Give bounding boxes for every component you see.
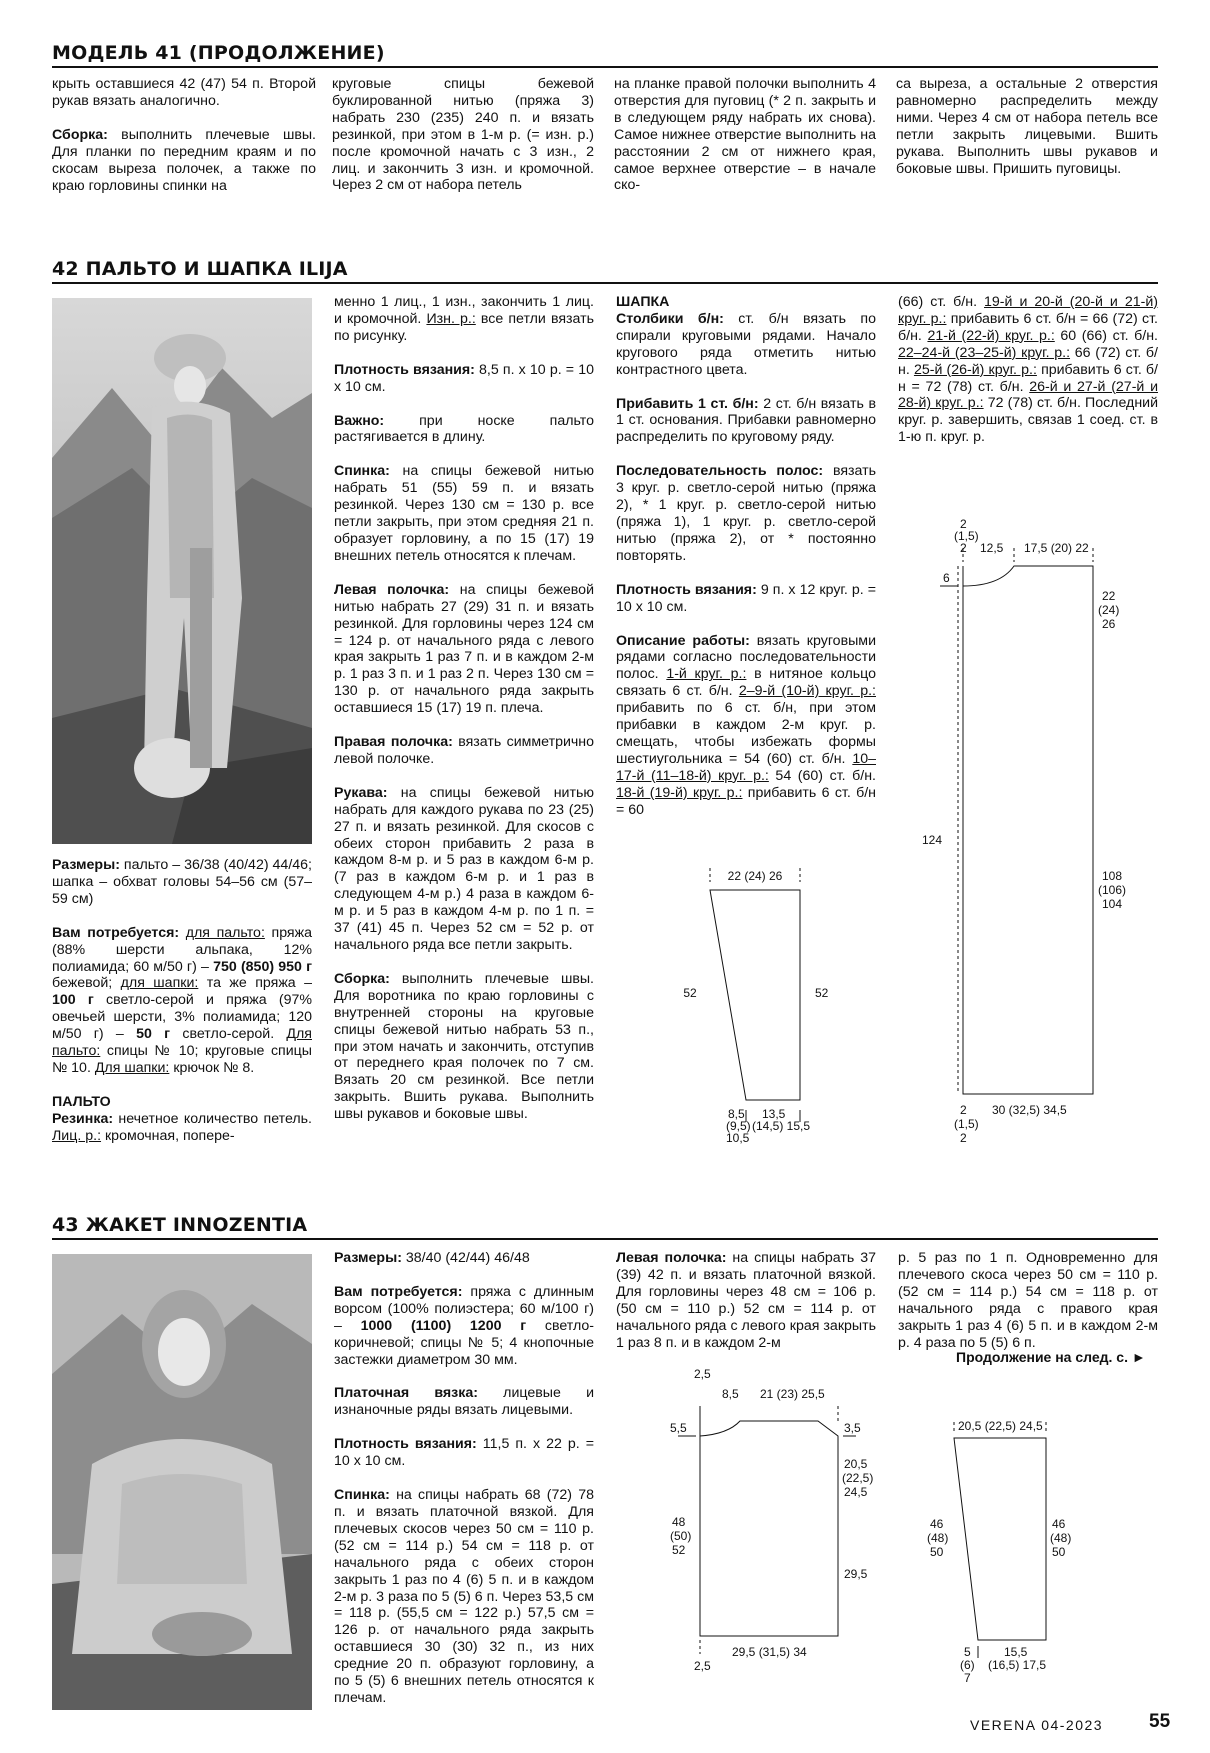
t: вязать круговыми рядами согласно последовательности полос. [616, 632, 876, 683]
u: 26-й и 27-й (27-й и 28-й) круг. р.: [898, 378, 1158, 412]
b: 750 (850) 950 г [213, 958, 312, 975]
label: Левая полочка: [616, 1250, 727, 1266]
t: ст. б/н вязать по спирали круговыми рядами. Начало кругового ряда отметить нитью контрастного цвета. [616, 310, 876, 378]
back-neck-d: 5,5 [670, 1421, 687, 1435]
p [616, 582, 876, 616]
jsleeve-l1: 46 [930, 1517, 944, 1531]
p [334, 582, 594, 717]
p [616, 463, 876, 564]
jsleeve-r1: 46 [1052, 1517, 1066, 1531]
coat-top1: 2 [960, 518, 967, 531]
u: 10–17-й (11–18-й) круг. р.: [616, 750, 876, 784]
jacket-back-diagram [668, 1366, 888, 1686]
t: прибавить 6 ст. б/н = 66 (72) ст. б/н. [898, 310, 1158, 344]
t: вязать симметрично левой полочке. [334, 734, 595, 767]
model43-rule [52, 1238, 1158, 1240]
u: Изн. р.: [426, 310, 476, 327]
t: на спицы набрать 37 (39) 42 п. и вязать платочной вязкой. Для горловины через 48 см = 106 р. (50 см = 110 р.) 52 см = 114 р. от начального ряда с левого края закрыть 1 раз 8 п. и в каждом 2-м [616, 1250, 876, 1351]
model41-col2 [332, 76, 594, 211]
t: нечетное количество петель. [113, 1110, 312, 1127]
t: 8,5 п. x 10 р. = 10 x 10 см. [334, 361, 594, 395]
sleeve-br1: 13,5 [762, 1107, 786, 1121]
back-bot-left: 2,5 [694, 1659, 711, 1673]
model42-materials [52, 925, 312, 1077]
label: Рукава: [334, 784, 388, 801]
jsleeve-top: 20,5 (22,5) 24,5 [958, 1419, 1043, 1433]
p [898, 294, 1158, 446]
t: менно 1 лиц., 1 изн., закончить 1 лиц. и кромочной. [334, 294, 594, 327]
t: кромочная, попере- [101, 1127, 235, 1144]
label: Столбики б/н: [616, 310, 724, 327]
label: Плотность вязания: [334, 1436, 477, 1453]
model41-rule [52, 66, 1158, 68]
model41-col3 [614, 76, 876, 211]
label: Спинка: [334, 463, 390, 480]
u: 19-й и 20-й (20-й и 21-й) круг. р.: [898, 294, 1158, 327]
sleeve-bl1: 8,5 [728, 1107, 745, 1121]
u: 18-й (19-й) круг. р.: [616, 784, 743, 801]
model42-rib [52, 1111, 312, 1145]
jacket-photo [52, 1254, 312, 1710]
label: Плотность вязания: [334, 361, 475, 378]
label: Левая полочка: [334, 581, 450, 598]
jacket-sleeve-diagram [922, 1410, 1082, 1690]
coat-rt1: 22 [1102, 589, 1116, 603]
p [334, 1487, 594, 1707]
back-shoulder-w: 21 (23) 25,5 [760, 1387, 825, 1401]
u: для шапки: [120, 975, 199, 992]
label: Вам потребуется: [52, 924, 180, 941]
jsleeve-br2: (16,5) 17,5 [988, 1658, 1047, 1672]
coat-left-len: 124 [922, 833, 943, 847]
u: 2–9-й (10-й) круг. р.: [738, 683, 876, 700]
back-rm3: 24,5 [844, 1485, 868, 1499]
coat-sleeve-diagram [680, 860, 870, 1150]
t: 38/40 (42/44) 46/48 [401, 1250, 530, 1266]
label: Плотность вязания: [616, 581, 757, 598]
p [334, 1284, 594, 1369]
p [334, 971, 594, 1123]
b: 50 г [136, 1026, 171, 1043]
coat-body-diagram [920, 518, 1150, 1158]
t: все петли вязать по рисунку. [334, 310, 594, 344]
sleeve-right-label: 52 [815, 986, 829, 1000]
p [334, 463, 594, 564]
coat-rt2: (24) [1098, 603, 1120, 617]
u: 21-й (22-й) круг. р.: [927, 327, 1055, 344]
sleeve-left-label: 52 [683, 986, 697, 1000]
model41-col4 [896, 76, 1158, 194]
back-bot-w: 29,5 (31,5) 34 [732, 1645, 807, 1659]
model42-col1 [52, 857, 312, 1162]
p [334, 362, 594, 396]
coat-rl3: 104 [1102, 897, 1123, 911]
jsleeve-bl1: 5 [964, 1645, 971, 1659]
coat-neck-d: 6 [943, 571, 950, 585]
t: (66) ст. б/н. [898, 294, 985, 310]
t [179, 925, 186, 941]
hat-label: ШАПКА [616, 294, 670, 310]
t: крючок № 8. [169, 1059, 255, 1076]
model43-col3 [616, 1250, 876, 1368]
jsleeve-l3: 50 [930, 1545, 944, 1559]
label: Платочная вязка: [334, 1385, 478, 1402]
t: на спицы бежевой нитью набрать 51 (55) 59 п. и вязать резинкой. Через 130 см = 130 р. все петли закрыть, при этом средняя 21 п. образует горловину, а по 15 (17) 19 внешних петель относятся к плечам. [334, 463, 594, 564]
back-rm2: (22,5) [842, 1471, 874, 1485]
t: 11,5 п. x 22 р. = 10 x 10 см. [334, 1436, 594, 1470]
label: Описание работы: [616, 632, 750, 649]
text: пальто – 36/38 (40/42) 44/46; шапка – обхват головы 54–56 см (57–59 см) [52, 857, 312, 907]
p [616, 633, 876, 819]
u: Лиц. р.: [52, 1127, 102, 1144]
model42-sizes [52, 857, 312, 908]
back-ll3: 52 [672, 1543, 686, 1557]
model41-col1-p2 [52, 127, 316, 195]
t: выполнить плечевые швы. Для воротника по краю горловины с внутренней стороны на круговые спицы бежевой нитью набрать 53 п., при этом начать и закончить, отступив от переднего края полочек по 7 см. Вязать 20 см резинкой. Все петли закрыть. Вшить рукава. Выполнить швы рукавов и боковые швы. [334, 970, 594, 1123]
t: на спицы бежевой нитью набрать для каждого рукава по 23 (25) 27 п. и вязать резинкой. Для скосов с обеих сторон прибавить 2 раза в каждом 8-м р. и 5 раз в каждом 6-м р. (7 раз в каждом 6-м р. и 1 раз в следующем 4-м р.) 4 раза в каждом 6-м р. и 5 раз в каждом 4-м р. по 1 п. = 37 (41) 45 п. Через 52 см = 52 р. от начального ряда все петли закрыть. [334, 784, 594, 953]
t: спицы № 10; круговые спицы № 10. [52, 1043, 312, 1076]
b: 1000 (1100) 1200 г [360, 1317, 527, 1334]
coat-bot3: 2 [960, 1131, 967, 1145]
t: в нитяное кольцо связать 6 ст. б/н. [616, 666, 876, 700]
coat-top3: 2 [960, 541, 967, 555]
coat-outline [963, 566, 1093, 1094]
sleeve-bl2: (9,5) [726, 1119, 751, 1133]
jsleeve-bl2: (6) [960, 1658, 975, 1672]
u: 25-й (26-й) круг. р.: [913, 361, 1037, 378]
model42-col2 [334, 294, 594, 1140]
p [334, 1436, 594, 1470]
model42-rule [52, 282, 1158, 284]
sleeve-top-label: 22 (24) 26 [727, 869, 783, 883]
model43-heading: 43 ЖАКЕТ INNOZENTIA [52, 1214, 308, 1236]
t: 60 (66) ст. б/н. [1054, 327, 1158, 344]
page-number: 55 [1149, 1711, 1171, 1732]
label: Резинка: [52, 1110, 114, 1127]
model41-col1 [52, 76, 316, 211]
u: Для шапки: [94, 1059, 170, 1076]
u: для пальто: [185, 924, 265, 941]
coat-shoulder-w: 17,5 (20) 22 [1024, 541, 1089, 555]
label: Важно: [334, 412, 385, 429]
coat-bot1: 2 [960, 1103, 967, 1117]
jsleeve-l2: (48) [927, 1531, 949, 1545]
t: 9 п. x 12 круг. р. = 10 x 10 см. [616, 581, 876, 615]
continued-note: Продолжение на след. с. ► [956, 1349, 1146, 1365]
sleeve-outline [710, 890, 800, 1100]
t: бежевой; [52, 975, 121, 992]
jsleeve-outline [954, 1438, 1046, 1640]
model42-col4 [898, 294, 1158, 463]
model41-col2-p1: круговые спицы бежевой буклированной нитью (пряжа 3) набрать 230 (235) 240 п. и вязать резинкой, при этом в 1-м р. (= изн. р.) после кромочной начать с 3 изн., 2 лиц. и закончить 3 изн. и кромочной. Через 2 см от набора петель [332, 76, 594, 194]
p [616, 396, 876, 447]
back-outline [700, 1406, 838, 1636]
model41-col1-p1: крыть оставшиеся 42 (47) 54 п. Второй рукав вязать аналогично. [52, 76, 316, 109]
u: Для пальто: [52, 1026, 312, 1060]
p [334, 734, 594, 768]
coat-neck-w: 12,5 [980, 541, 1004, 555]
back-right-low: 29,5 [844, 1567, 868, 1581]
label: Сборка: [334, 970, 390, 987]
t: 2 ст. б/н вязать в 1 ст. основания. Прибавки равномерно распределить по круговому ряду. [616, 395, 876, 446]
t: на спицы бежевой нитью набрать 27 (29) 31 п. и вязать резинкой. Для горловины через 124 см = 124 р. от начального ряда с левого края закрыть 1 раз 7 п. и в каждом 2-м р. 1 раз 3 п. и 1 раз 2 п. Через 130 см = 130 р. от начального ряда закрыть оставшиеся 15 (17) 19 п. плеча. [334, 581, 594, 717]
label: Спинка: [334, 1487, 390, 1504]
t: вязать 3 круг. р. светло-серой нитью (пряжа 2), * 1 круг. р. светло-серой нитью (пряжа 1), 1 круг. р. светло-серой нитью (пряжа 2), от * постоянно повторять. [616, 463, 876, 564]
label: Размеры: [334, 1250, 402, 1266]
coat-photo [52, 298, 312, 844]
b: 100 г [52, 992, 94, 1009]
t: светло-серой. [170, 1026, 287, 1043]
back-rm1: 20,5 [844, 1457, 868, 1471]
t: на спицы набрать 68 (72) 78 п. и вязать платочной вязкой. Для плечевых скосов через 50 см = 110 р. (52 см = 114 р.) 54 см = 118 р. от начального ряда с обеих сторон закрыть 1 раз по 4 (6) 5 п. и в каждом 2-м р. 3 раза по 5 (5) 6 п. Через 53,5 см = 118 р. (55,5 см = 122 р.) 57,5 см = 126 р. от начального ряда закрыть оставшиеся 30 (30) 32 п., из них средние 20 п. образуют горловину, а по 5 (5) 6 внешних петель относятся к плечам. [334, 1487, 594, 1706]
t: светло-серой и пряжа (97% овечьей шерсти, 3% полиамида; 120 м/50 г) – [52, 992, 312, 1043]
label: Размеры: [52, 857, 120, 873]
model42-heading: 42 ПАЛЬТО И ШАПКА ILIJA [52, 258, 348, 280]
u: 22–24-й (23–25-й) круг. р.: [898, 344, 1071, 361]
t: та же пряжа – [198, 975, 313, 992]
jsleeve-r3: 50 [1052, 1545, 1066, 1559]
label: Последовательность полос: [616, 463, 824, 480]
back-ll2: (50) [670, 1529, 692, 1543]
label: Вам потребуется: [334, 1283, 463, 1300]
t: пряжа (88% шерсти альпака, 12% полиамида; 60 м/50 г) – [52, 924, 312, 975]
back-ll1: 48 [672, 1515, 686, 1529]
t: прибавить по 6 ст. б/н, при этом прибавки в каждом 2-м круг. р. смещать, чтобы избежать формы шестиугольника = 54 (60) ст. б/н. [616, 700, 876, 767]
p [334, 413, 594, 447]
coat-rl1: 108 [1102, 869, 1123, 883]
p [334, 1250, 594, 1267]
model41-col3-p1: на планке правой полочки выполнить 4 отверстия для пуговиц (* 2 п. закрыть и в следующем ряду набрать их снова). Самое нижнее отверстие выполнить на расстоянии 2 см от нижнего края, самое верхнее отверстие – в начале ско- [614, 76, 876, 194]
t: прибавить 6 ст. б/н = 72 (78) ст. б/н. [898, 361, 1158, 395]
coat-label: ПАЛЬТО [52, 1093, 111, 1110]
t: 72 (78) ст. б/н. Последний круг. р. завершить, связав 1 соед. ст. в 1-ю п. круг. р. [898, 395, 1159, 446]
coat-bot2: (1,5) [954, 1117, 979, 1131]
sleeve-br2: (14,5) 15,5 [752, 1119, 811, 1133]
t: лицевые и изнаночные ряды вязать лицевыми. [334, 1385, 594, 1419]
model41-col4-p1: са выреза, а остальные 2 отверстия равномерно распределить между ними. Через 4 см от набора петель все петли закрыть лицевыми. Вшить рукава. Выполнить швы рукавов и боковые швы. Пришить пуговицы. [896, 76, 1158, 177]
footer-brand: VERENA 04-2023 [970, 1717, 1104, 1733]
label: Правая полочка: [334, 734, 453, 751]
model41-heading: МОДЕЛЬ 41 (ПРОДОЛЖЕНИЕ) [52, 42, 385, 64]
p [616, 311, 876, 379]
t: светло-коричневой; спицы № 5; 4 кнопочные застежки диаметром 30 мм. [334, 1317, 594, 1368]
coat-rl2: (106) [1098, 883, 1127, 897]
t: при носке пальто растягивается в длину. [334, 412, 594, 446]
jsleeve-r2: (48) [1050, 1531, 1072, 1545]
coat-bot-w: 30 (32,5) 34,5 [992, 1103, 1067, 1117]
model42-col3 [616, 294, 876, 835]
model43-col2 [334, 1250, 594, 1724]
u: 1-й круг. р.: [666, 666, 747, 683]
p: р. 5 раз по 1 п. Одновременно для плечевого скоса через 50 см = 110 р. (52 см = 114 р.) 54 см = 118 р. от начального ряда с правого края закрыть 1 раз 4 (6) 5 п. и в каждом 2-м р. 4 раза по 5 (5) 6 п. [898, 1250, 1158, 1351]
jsleeve-br1: 15,5 [1004, 1645, 1028, 1659]
sleeve-bl3: 10,5 [726, 1131, 750, 1145]
t: прибавить 6 ст. б/н = 60 [616, 784, 877, 818]
t: 54 (60) ст. б/н. [768, 767, 876, 784]
label: Прибавить 1 ст. б/н: [616, 395, 759, 412]
text: выполнить плечевые швы. Для планки по передним краям и по скосам выреза полочек, а также по краю горловины спинки на [52, 126, 316, 194]
back-top-left: 2,5 [694, 1367, 711, 1381]
p [334, 294, 594, 345]
back-neck-w: 8,5 [722, 1387, 739, 1401]
jsleeve-bl3: 7 [964, 1671, 971, 1685]
t: 66 (72) ст. б/н. [898, 344, 1158, 378]
back-right-top: 3,5 [844, 1421, 861, 1435]
label: Сборка: [52, 126, 108, 143]
p [334, 785, 594, 954]
coat-top2: (1,5) [954, 529, 979, 543]
coat-rt3: 26 [1102, 617, 1116, 631]
p [334, 1385, 594, 1419]
t: пряжа с длинным ворсом (100% полиэстера; 60 м/100 г) – [334, 1283, 594, 1334]
p [616, 1250, 876, 1351]
